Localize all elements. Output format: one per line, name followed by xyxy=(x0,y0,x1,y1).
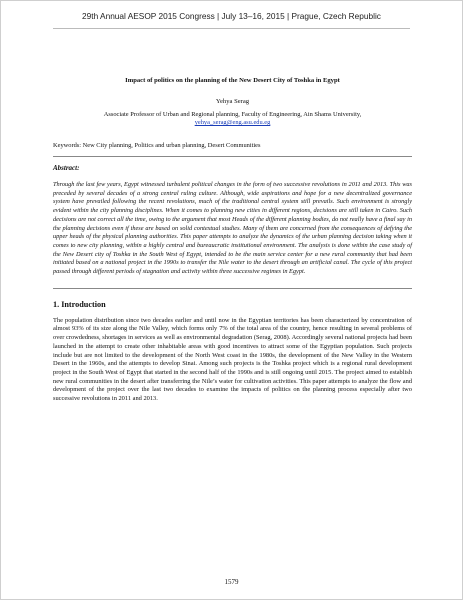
author-name: Yehya Serag xyxy=(215,98,250,105)
abstract-text: Through the last few years, Egypt witnessed turbulent political changes in the form of two successive revolutions in 2011 and 2013. This was preceded by several decades of a strong central ruling culture. Although, wide aspirations and hope for a new decentralized governance system have prevailed following the recent revolutions, much of the traditional central system still prevails. Such environment is strongly evident within the city planning disciplines. When it comes to planning new cities in different regions, decisions are still taken in Cairo. Such decisions are not correct all the time, owing to the argument that most Heads of the different planning bodies, do not really have a final say in the planning decisions even if these are based on solid contextual studies. Many of them are concerned from the consequences of defying the upper heads of the physical planning authorities. This paper attempts to analyze the dynamics of the urban planning decision taking when it comes to new city planning, within a highly central and bureaucratic institutional environment. The analysis is done within the case study of the New Desert city of Toshka in the South West of Egypt, intended to be the main service center for a new rural community that had been initiated based on a national project in the 1990s to transfer the Nile water to the desert through an artificial canal. The cycle of this project passed through different periods of stagnation and activity within three successive regimes in Egypt. xyxy=(53,181,412,276)
header-rule xyxy=(53,28,410,29)
abstract-heading: Abstract: xyxy=(53,164,80,172)
running-header: 29th Annual AESOP 2015 Congress | July 13–16, 2015 | Prague, Czech Republic xyxy=(82,11,381,21)
divider-top xyxy=(53,156,412,157)
affiliation xyxy=(53,111,412,127)
divider-bottom xyxy=(53,288,412,289)
keywords: Keywords: New City planning, Politics and urban planning, Desert Communities xyxy=(53,142,261,149)
introduction-text: The population distribution since two decades earlier and until now in the Egyptian territories has been characterized by concentration of almost 93% of its size along the Nile Valley, which forms only 7% of the total area of the country, hence resulting in several problems of over crowdedness, shortages in services as well as environmental degradation (Serag, 2008). Accordingly several national projects had been launched in the attempt to create other inhabitable areas with good incentives to attract some of the Egyptian population. Such projects include but are not limited to the development of the North West coast in the 1980s, the development of the New Valley in the Western Desert in the 1960s, and the attempts to develop Sinai. Among such projects is the Toshka project which is a regional rural development project in the South West of Egypt that started in the second half of the 1990s and is still ongoing until 2015. The project aimed to establish new rural communities in the desert after transferring the Nile’s water for cultivation activities. This paper attempts to analyze the flow and development of the project over the last two decades to examine the impacts of politics on the planning process especially after two successive revolutions in 2011 and 2013. xyxy=(53,316,412,403)
author-email-link[interactable]: yehya_serag@eng.asu.edu.eg xyxy=(194,119,271,126)
section-heading: 1. Introduction xyxy=(53,299,106,309)
paper-title: Impact of politics on the planning of the New Desert City of Toshka in Egypt xyxy=(125,77,340,84)
paper-content xyxy=(53,77,412,404)
page-number: 1579 xyxy=(224,578,239,586)
affiliation-text: Associate Professor of Urban and Regional planning, Faculty of Engineering, Ain Shams University, xyxy=(103,111,362,118)
